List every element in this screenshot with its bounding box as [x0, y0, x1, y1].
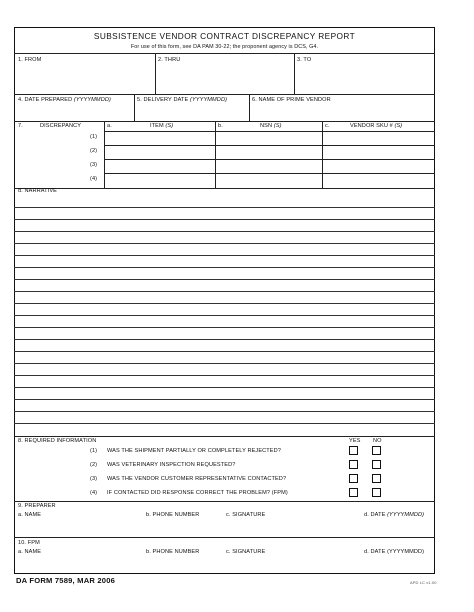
narrative-rule: [14, 231, 435, 232]
nsn-cell-2[interactable]: [216, 146, 322, 159]
from-label: 1. FROM: [18, 57, 42, 63]
col-a-label: ITEM: [150, 123, 164, 129]
delivery-date-text: 5. DELIVERY DATE: [137, 97, 189, 103]
col-c-format: (S): [394, 123, 403, 129]
form-subtitle: For use of this form, see DA PAM 30-22; the proponent agency is DCS, G4.: [130, 44, 319, 50]
narrative-rule: [14, 327, 435, 328]
divider: [14, 501, 435, 502]
preparer-signature-label: c. SIGNATURE: [226, 512, 266, 518]
question-3-no-checkbox[interactable]: [372, 474, 381, 483]
header-divider: [14, 53, 435, 54]
sku-cell-2[interactable]: [323, 146, 434, 159]
date-prepared-text: 4. DATE PREPARED: [18, 97, 73, 103]
preparer-signature-field[interactable]: [224, 520, 361, 536]
question-4-yes-checkbox[interactable]: [349, 488, 358, 497]
form-version: APD LC v1.00: [410, 580, 437, 585]
fpm-date-field[interactable]: [362, 557, 434, 573]
no-header: NO: [373, 438, 382, 444]
narrative-rule: [14, 243, 435, 244]
question-3-yes-checkbox[interactable]: [349, 474, 358, 483]
sku-cell-4[interactable]: [323, 174, 434, 187]
col-a-letter: a.: [107, 123, 112, 129]
question-1-num: (1): [90, 448, 98, 454]
to-field[interactable]: [295, 64, 434, 93]
col-b-format: (S): [273, 123, 282, 129]
col-b-label: NSN: [260, 123, 273, 129]
thru-field[interactable]: [156, 64, 293, 93]
narrative-rule: [14, 267, 435, 268]
preparer-label: 9. PREPARER: [18, 503, 56, 509]
question-2-no-checkbox[interactable]: [372, 460, 381, 469]
item-cell-4[interactable]: [105, 174, 215, 187]
col-a-format: (S): [165, 123, 174, 129]
discrepancy-label: DISCREPANCY: [40, 123, 82, 129]
preparer-phone-field[interactable]: [144, 520, 223, 536]
question-1-text: WAS THE SHIPMENT PARTIALLY OR COMPLETELY REJECTED?: [107, 448, 281, 454]
thru-label: 2. THRU: [158, 57, 181, 63]
date-prepared-format: (YYYYMMDD): [73, 97, 111, 103]
nsn-cell-1[interactable]: [216, 132, 322, 145]
row-num-3: (3): [90, 162, 98, 168]
prime-vendor-label: 6. NAME OF PRIME VENDOR: [252, 97, 331, 103]
nsn-cell-3[interactable]: [216, 160, 322, 173]
preparer-date-field[interactable]: [362, 520, 434, 536]
question-1-yes-checkbox[interactable]: [349, 446, 358, 455]
delivery-date-field[interactable]: [135, 104, 248, 120]
fpm-signature-field[interactable]: [224, 557, 361, 573]
question-4-no-checkbox[interactable]: [372, 488, 381, 497]
fpm-phone-label: b. PHONE NUMBER: [146, 549, 200, 555]
question-4-text: IF CONTACTED DID RESPONSE CORRECT THE PROBLEM? (FPM): [107, 490, 288, 496]
question-1-no-checkbox[interactable]: [372, 446, 381, 455]
fpm-name-label: a. NAME: [18, 549, 42, 555]
narrative-rule: [14, 375, 435, 376]
narrative-rule: [14, 279, 435, 280]
narrative-rule: [14, 255, 435, 256]
sku-cell-1[interactable]: [323, 132, 434, 145]
narrative-rule: [14, 351, 435, 352]
preparer-name-field[interactable]: [15, 520, 143, 536]
item-cell-3[interactable]: [105, 160, 215, 173]
narrative-rule: [14, 339, 435, 340]
fpm-name-field[interactable]: [15, 557, 143, 573]
narrative-rule: [14, 291, 435, 292]
preparer-date-label: [364, 512, 424, 519]
row-num-2: (2): [90, 148, 98, 154]
narrative-label: d. NARRATIVE: [18, 188, 58, 194]
date-prepared-field[interactable]: [15, 104, 133, 120]
narrative-rule: [14, 207, 435, 208]
col-c-label: VENDOR SKU #: [350, 123, 393, 129]
narrative-rule: [14, 303, 435, 304]
question-2-text: WAS VETERINARY INSPECTION REQUESTED?: [107, 462, 236, 468]
narrative-rule: [14, 315, 435, 316]
narrative-rule: [14, 363, 435, 364]
question-4-num: (4): [90, 490, 98, 496]
fpm-phone-field[interactable]: [144, 557, 223, 573]
narrative-rule: [14, 399, 435, 400]
row-num-1: (1): [90, 134, 98, 140]
preparer-phone-label: b. PHONE NUMBER: [146, 512, 200, 518]
yes-header: YES: [349, 438, 361, 444]
divider: [14, 121, 435, 122]
date-prepared-label: [18, 97, 111, 104]
narrative-rule: [14, 411, 435, 412]
question-3-text: WAS THE VENDOR CUSTOMER REPRESENTATIVE CONTACTED?: [107, 476, 287, 482]
col-a-header: [150, 123, 173, 130]
item-cell-1[interactable]: [105, 132, 215, 145]
narrative-rule: [14, 387, 435, 388]
from-field[interactable]: [15, 64, 154, 93]
to-label: 3. TO: [297, 57, 312, 63]
nsn-cell-4[interactable]: [216, 174, 322, 187]
fpm-signature-label: c. SIGNATURE: [226, 549, 266, 555]
narrative-area[interactable]: [14, 195, 435, 435]
question-2-yes-checkbox[interactable]: [349, 460, 358, 469]
divider: [14, 537, 435, 538]
required-info-label: 8. REQUIRED INFORMATION: [18, 438, 97, 444]
question-3-num: (3): [90, 476, 98, 482]
delivery-date-format: (YYYYMMDD): [190, 97, 228, 103]
item-cell-2[interactable]: [105, 146, 215, 159]
question-2-num: (2): [90, 462, 98, 468]
divider: [14, 188, 435, 189]
preparer-date-format: (YYYYMMDD): [387, 512, 425, 518]
col-c-letter: c.: [325, 123, 330, 129]
narrative-rule: [14, 219, 435, 220]
discrepancy-number: 7.: [18, 123, 23, 129]
form-number: DA FORM 7589, MAR 2006: [16, 576, 116, 585]
col-c-header: [350, 123, 402, 130]
col-b-header: [260, 123, 282, 130]
sku-cell-3[interactable]: [323, 160, 434, 173]
delivery-date-label: [137, 97, 227, 104]
fpm-date-label: d. DATE (YYYYMMDD): [364, 549, 425, 555]
preparer-name-label: a. NAME: [18, 512, 42, 518]
col-b-letter: b.: [218, 123, 223, 129]
preparer-date-text: d. DATE: [364, 512, 386, 518]
form-title: SUBSISTENCE VENDOR CONTRACT DISCREPANCY REPORT: [93, 31, 356, 41]
narrative-rule: [14, 423, 435, 424]
fpm-label: 10. FPM: [18, 540, 40, 546]
divider: [14, 94, 435, 95]
prime-vendor-field[interactable]: [250, 104, 434, 120]
row-num-4: (4): [90, 176, 98, 182]
divider: [14, 436, 435, 437]
